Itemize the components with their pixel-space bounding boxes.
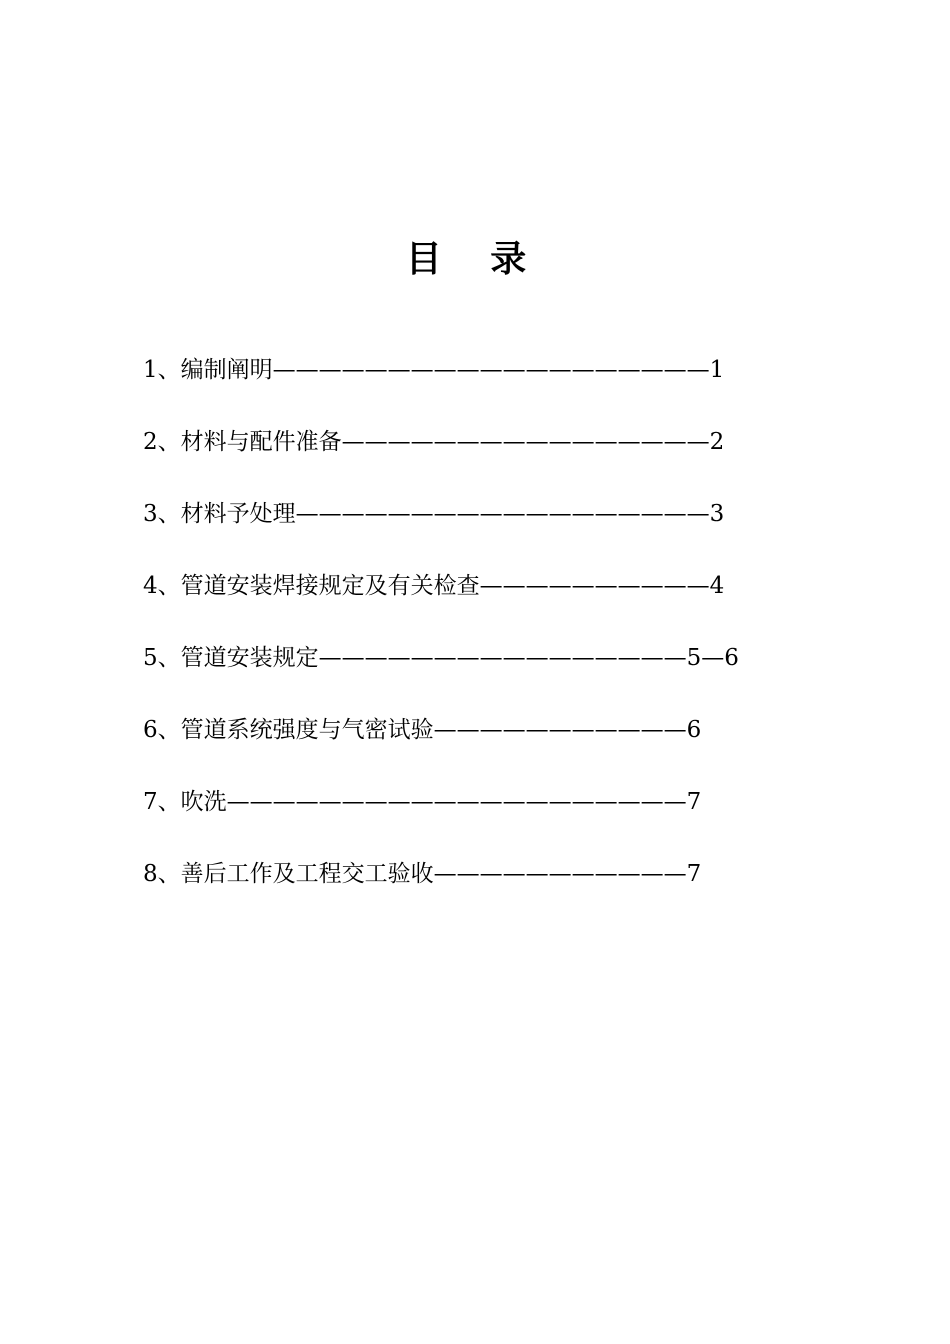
toc-entry-6: 6、管道系统强度与气密试验———————————6 bbox=[143, 717, 702, 743]
toc-entry-4: 4、管道安装焊接规定及有关检查——————————4 bbox=[143, 573, 725, 599]
toc-entry-5: 5、管道安装规定————————————————5—6 bbox=[143, 645, 739, 671]
page-title: 目 录 bbox=[405, 239, 545, 281]
toc-entry-1: 1、编制阐明———————————————————1 bbox=[143, 357, 725, 383]
toc-entry-8: 8、善后工作及工程交工验收———————————7 bbox=[143, 861, 702, 887]
toc-entry-7: 7、吹洗————————————————————7 bbox=[143, 789, 702, 815]
toc-entry-2: 2、材料与配件准备————————————————2 bbox=[143, 429, 725, 455]
table-of-contents bbox=[143, 352, 843, 928]
toc-entry-3: 3、材料予处理——————————————————3 bbox=[143, 501, 725, 527]
